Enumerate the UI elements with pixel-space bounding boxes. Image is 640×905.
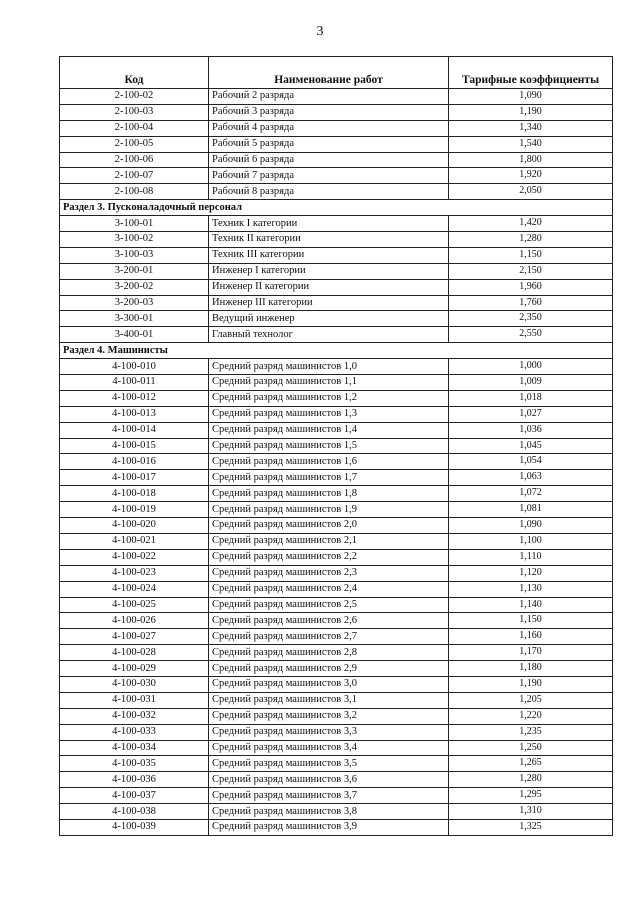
cell-coefficient: 1,960 [449, 279, 613, 295]
cell-coefficient: 1,760 [449, 295, 613, 311]
table-row [60, 136, 613, 152]
cell-code: 4-100-036 [60, 772, 209, 788]
cell-code: 2-100-07 [60, 168, 209, 184]
cell-code: 4-100-021 [60, 533, 209, 549]
section-title: Раздел 3. Пусконаладочный персонал [60, 200, 613, 216]
cell-coefficient: 1,220 [449, 708, 613, 724]
table-row [60, 533, 613, 549]
cell-name: Средний разряд машинистов 1,9 [209, 502, 449, 518]
cell-name: Средний разряд машинистов 1,1 [209, 375, 449, 391]
cell-name: Ведущий инженер [209, 311, 449, 327]
table-row [60, 549, 613, 565]
table-row [60, 216, 613, 232]
table-row [60, 740, 613, 756]
table-row [60, 708, 613, 724]
section-row [60, 200, 613, 216]
table-row [60, 676, 613, 692]
cell-code: 2-100-06 [60, 152, 209, 168]
cell-name: Рабочий 7 разряда [209, 168, 449, 184]
table-row [60, 184, 613, 200]
cell-name: Средний разряд машинистов 3,3 [209, 724, 449, 740]
cell-code: 2-100-04 [60, 120, 209, 136]
cell-name: Инженер I категории [209, 263, 449, 279]
table-row [60, 406, 613, 422]
cell-code: 4-100-015 [60, 438, 209, 454]
page-number: 3 [316, 24, 324, 39]
cell-code: 4-100-033 [60, 724, 209, 740]
cell-code: 4-100-024 [60, 581, 209, 597]
cell-coefficient: 2,050 [449, 184, 613, 200]
cell-code: 3-300-01 [60, 311, 209, 327]
cell-name: Средний разряд машинистов 1,8 [209, 486, 449, 502]
cell-name: Рабочий 3 разряда [209, 104, 449, 120]
table-body [60, 89, 613, 836]
table-row [60, 152, 613, 168]
cell-code: 4-100-016 [60, 454, 209, 470]
table-row [60, 756, 613, 772]
table-row [60, 327, 613, 343]
table-row [60, 104, 613, 120]
cell-name: Техник III категории [209, 247, 449, 263]
table-row [60, 502, 613, 518]
cell-name: Средний разряд машинистов 2,2 [209, 549, 449, 565]
table-row [60, 232, 613, 248]
cell-name: Рабочий 6 разряда [209, 152, 449, 168]
cell-coefficient: 1,110 [449, 549, 613, 565]
cell-name: Средний разряд машинистов 2,9 [209, 661, 449, 677]
cell-code: 3-100-03 [60, 247, 209, 263]
cell-name: Средний разряд машинистов 1,4 [209, 422, 449, 438]
cell-name: Средний разряд машинистов 1,3 [209, 406, 449, 422]
cell-coefficient: 1,130 [449, 581, 613, 597]
cell-code: 4-100-038 [60, 804, 209, 820]
cell-name: Средний разряд машинистов 2,1 [209, 533, 449, 549]
table-row [60, 581, 613, 597]
cell-name: Средний разряд машинистов 2,0 [209, 518, 449, 534]
cell-code: 4-100-035 [60, 756, 209, 772]
cell-coefficient: 1,100 [449, 533, 613, 549]
table-row [60, 263, 613, 279]
cell-coefficient: 1,150 [449, 247, 613, 263]
cell-coefficient: 1,800 [449, 152, 613, 168]
cell-code: 3-200-02 [60, 279, 209, 295]
table-row [60, 661, 613, 677]
cell-name: Средний разряд машинистов 3,6 [209, 772, 449, 788]
table-row [60, 788, 613, 804]
table-row [60, 438, 613, 454]
table-row [60, 819, 613, 835]
cell-code: 2-100-02 [60, 89, 209, 105]
cell-coefficient: 1,090 [449, 89, 613, 105]
cell-coefficient: 1,310 [449, 804, 613, 820]
table-row [60, 518, 613, 534]
cell-name: Средний разряд машинистов 1,0 [209, 359, 449, 375]
cell-name: Средний разряд машинистов 2,4 [209, 581, 449, 597]
cell-code: 4-100-012 [60, 390, 209, 406]
table-row [60, 804, 613, 820]
table-row [60, 486, 613, 502]
cell-coefficient: 1,540 [449, 136, 613, 152]
cell-name: Средний разряд машинистов 1,2 [209, 390, 449, 406]
cell-coefficient: 1,280 [449, 232, 613, 248]
table-row [60, 629, 613, 645]
cell-coefficient: 1,045 [449, 438, 613, 454]
cell-name: Средний разряд машинистов 2,7 [209, 629, 449, 645]
cell-name: Техник I категории [209, 216, 449, 232]
cell-coefficient: 1,190 [449, 676, 613, 692]
header-name: Наименование работ [209, 57, 449, 89]
cell-name: Средний разряд машинистов 3,7 [209, 788, 449, 804]
cell-code: 4-100-027 [60, 629, 209, 645]
cell-name: Средний разряд машинистов 3,4 [209, 740, 449, 756]
cell-coefficient: 1,205 [449, 692, 613, 708]
cell-code: 4-100-022 [60, 549, 209, 565]
cell-name: Средний разряд машинистов 3,2 [209, 708, 449, 724]
cell-coefficient: 1,170 [449, 645, 613, 661]
cell-coefficient: 1,235 [449, 724, 613, 740]
table-row [60, 454, 613, 470]
cell-coefficient: 1,295 [449, 788, 613, 804]
table-row [60, 692, 613, 708]
cell-code: 4-100-019 [60, 502, 209, 518]
cell-name: Техник II категории [209, 232, 449, 248]
cell-code: 4-100-029 [60, 661, 209, 677]
table-row [60, 89, 613, 105]
table-row [60, 375, 613, 391]
cell-coefficient: 1,054 [449, 454, 613, 470]
cell-code: 4-100-013 [60, 406, 209, 422]
cell-code: 3-100-01 [60, 216, 209, 232]
cell-coefficient: 1,325 [449, 819, 613, 835]
cell-name: Средний разряд машинистов 3,5 [209, 756, 449, 772]
cell-name: Рабочий 8 разряда [209, 184, 449, 200]
cell-code: 4-100-011 [60, 375, 209, 391]
cell-coefficient: 1,150 [449, 613, 613, 629]
header-code: Код [60, 57, 209, 89]
cell-code: 3-200-01 [60, 263, 209, 279]
cell-code: 4-100-030 [60, 676, 209, 692]
cell-name: Средний разряд машинистов 3,0 [209, 676, 449, 692]
cell-code: 3-100-02 [60, 232, 209, 248]
cell-code: 4-100-026 [60, 613, 209, 629]
cell-coefficient: 1,190 [449, 104, 613, 120]
table-row [60, 565, 613, 581]
cell-code: 4-100-034 [60, 740, 209, 756]
cell-coefficient: 1,000 [449, 359, 613, 375]
cell-name: Рабочий 4 разряда [209, 120, 449, 136]
table-header-row [60, 57, 613, 89]
cell-coefficient: 1,120 [449, 565, 613, 581]
cell-name: Средний разряд машинистов 2,5 [209, 597, 449, 613]
section-title: Раздел 4. Машинисты [60, 343, 613, 359]
cell-name: Средний разряд машинистов 2,8 [209, 645, 449, 661]
cell-coefficient: 2,350 [449, 311, 613, 327]
table-row [60, 724, 613, 740]
cell-code: 4-100-023 [60, 565, 209, 581]
cell-code: 4-100-039 [60, 819, 209, 835]
cell-code: 3-200-03 [60, 295, 209, 311]
cell-coefficient: 1,280 [449, 772, 613, 788]
cell-coefficient: 1,250 [449, 740, 613, 756]
cell-coefficient: 1,160 [449, 629, 613, 645]
cell-coefficient: 1,265 [449, 756, 613, 772]
table-row [60, 470, 613, 486]
cell-code: 4-100-028 [60, 645, 209, 661]
cell-code: 2-100-03 [60, 104, 209, 120]
table-row [60, 168, 613, 184]
cell-code: 4-100-014 [60, 422, 209, 438]
cell-name: Инженер II категории [209, 279, 449, 295]
table-row [60, 597, 613, 613]
cell-coefficient: 1,140 [449, 597, 613, 613]
cell-coefficient: 1,063 [449, 470, 613, 486]
table-row [60, 645, 613, 661]
cell-coefficient: 1,081 [449, 502, 613, 518]
table-row [60, 359, 613, 375]
cell-coefficient: 1,420 [449, 216, 613, 232]
cell-coefficient: 1,180 [449, 661, 613, 677]
cell-name: Средний разряд машинистов 2,3 [209, 565, 449, 581]
cell-coefficient: 1,036 [449, 422, 613, 438]
table-row [60, 120, 613, 136]
cell-name: Средний разряд машинистов 3,1 [209, 692, 449, 708]
table-row [60, 772, 613, 788]
cell-code: 4-100-010 [60, 359, 209, 375]
cell-coefficient: 1,072 [449, 486, 613, 502]
cell-name: Средний разряд машинистов 1,7 [209, 470, 449, 486]
table-row [60, 279, 613, 295]
cell-code: 3-400-01 [60, 327, 209, 343]
cell-name: Средний разряд машинистов 1,6 [209, 454, 449, 470]
section-row [60, 343, 613, 359]
cell-code: 4-100-032 [60, 708, 209, 724]
cell-coefficient: 1,340 [449, 120, 613, 136]
table-row [60, 247, 613, 263]
table-row [60, 295, 613, 311]
cell-code: 4-100-031 [60, 692, 209, 708]
cell-code: 4-100-018 [60, 486, 209, 502]
cell-name: Инженер III категории [209, 295, 449, 311]
header-coefficient: Тарифные коэффициенты [449, 57, 613, 89]
cell-code: 4-100-037 [60, 788, 209, 804]
cell-name: Средний разряд машинистов 3,9 [209, 819, 449, 835]
table-row [60, 390, 613, 406]
table-row [60, 613, 613, 629]
cell-coefficient: 1,920 [449, 168, 613, 184]
cell-name: Средний разряд машинистов 2,6 [209, 613, 449, 629]
cell-name: Средний разряд машинистов 3,8 [209, 804, 449, 820]
cell-coefficient: 2,150 [449, 263, 613, 279]
cell-coefficient: 1,018 [449, 390, 613, 406]
cell-code: 2-100-05 [60, 136, 209, 152]
cell-name: Главный технолог [209, 327, 449, 343]
table-row [60, 422, 613, 438]
cell-code: 4-100-025 [60, 597, 209, 613]
cell-code: 2-100-08 [60, 184, 209, 200]
cell-code: 4-100-020 [60, 518, 209, 534]
table-row [60, 311, 613, 327]
tariff-table [59, 56, 613, 836]
cell-coefficient: 2,550 [449, 327, 613, 343]
cell-name: Рабочий 2 разряда [209, 89, 449, 105]
cell-coefficient: 1,027 [449, 406, 613, 422]
cell-code: 4-100-017 [60, 470, 209, 486]
cell-name: Рабочий 5 разряда [209, 136, 449, 152]
cell-name: Средний разряд машинистов 1,5 [209, 438, 449, 454]
cell-coefficient: 1,090 [449, 518, 613, 534]
cell-coefficient: 1,009 [449, 375, 613, 391]
